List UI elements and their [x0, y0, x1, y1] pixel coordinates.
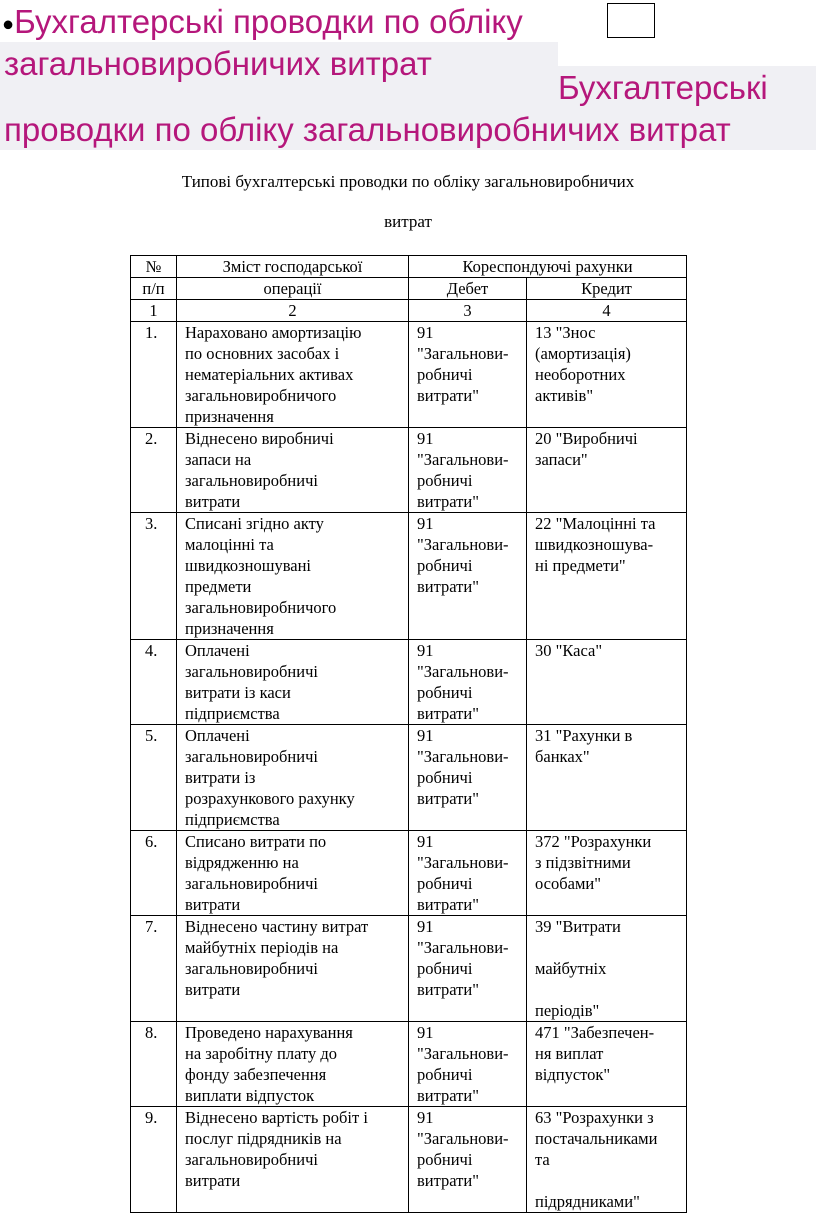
operation-content-line: підприємства	[185, 704, 280, 723]
table-row	[131, 1022, 687, 1107]
header-row-1	[131, 256, 687, 278]
header-content: Зміст господарської	[177, 256, 409, 278]
operation-content-line: малоцінні та	[185, 535, 274, 554]
row-number: 4.	[131, 640, 177, 725]
credit-account-line: (амортизація)	[535, 344, 631, 363]
row-number: 2.	[131, 428, 177, 513]
debit-account-line: 91	[417, 641, 434, 660]
operation-content-line: підприємства	[185, 810, 280, 829]
credit-account	[527, 428, 687, 513]
credit-account-line: майбутніх	[535, 959, 607, 978]
operation-content-line: швидкозношувані	[185, 556, 312, 575]
table-row	[131, 725, 687, 831]
table-row	[131, 428, 687, 513]
debit-account-line: робничі	[417, 471, 473, 490]
debit-account-line: робничі	[417, 365, 473, 384]
operation-content-line: предмети	[185, 577, 252, 596]
debit-account-line: витрати"	[417, 789, 479, 808]
debit-account-line: робничі	[417, 874, 473, 893]
row-number: 7.	[131, 916, 177, 1022]
credit-account	[527, 916, 687, 1022]
debit-account-line: "Загальнови-	[417, 938, 509, 957]
debit-account-line: витрати"	[417, 895, 479, 914]
row-number: 6.	[131, 831, 177, 916]
operation-content	[177, 640, 409, 725]
debit-account-line: робничі	[417, 768, 473, 787]
debit-account-line: "Загальнови-	[417, 535, 509, 554]
credit-account-line: ня виплат	[535, 1044, 604, 1063]
operation-content-line: загальновиробничі	[185, 471, 318, 490]
table-row	[131, 916, 687, 1022]
header-debit: Дебет	[409, 278, 527, 300]
debit-account	[409, 725, 527, 831]
column-number: 3	[409, 300, 527, 322]
postings-table	[130, 255, 687, 1213]
table-row	[131, 513, 687, 640]
credit-account	[527, 1107, 687, 1213]
operation-content	[177, 1022, 409, 1107]
operation-content-line: Списані згідно акту	[185, 514, 324, 533]
row-number: 9.	[131, 1107, 177, 1213]
debit-account-line: витрати"	[417, 386, 479, 405]
credit-account	[527, 1022, 687, 1107]
credit-account-line: 471 "Забезпечен-	[535, 1023, 655, 1042]
debit-account-line: робничі	[417, 1065, 473, 1084]
credit-account-line: відпусток"	[535, 1065, 611, 1084]
credit-account	[527, 322, 687, 428]
credit-account-line: 372 "Розрахунки	[535, 832, 652, 851]
empty-placeholder-box	[607, 3, 655, 38]
credit-account	[527, 640, 687, 725]
debit-account-line: "Загальнови-	[417, 1044, 509, 1063]
operation-content-line: витрати	[185, 492, 241, 511]
operation-content-line: виплати відпусток	[185, 1086, 315, 1105]
row-number: 1.	[131, 322, 177, 428]
table-row	[131, 831, 687, 916]
slide-title-line1: Бухгалтерські проводки по обліку	[14, 3, 523, 40]
operation-content-line: витрати із каси	[185, 683, 291, 702]
debit-account-line: витрати"	[417, 1086, 479, 1105]
debit-account-line: витрати"	[417, 980, 479, 999]
header-no: №	[131, 256, 177, 278]
slide-subtitle-line1: Бухгалтерські	[558, 69, 768, 106]
credit-account-line: 30 "Каса"	[535, 641, 603, 660]
debit-account-line: 91	[417, 514, 434, 533]
table-row	[131, 1107, 687, 1213]
credit-account-line: 13 "Знос	[535, 323, 596, 342]
operation-content-line: відрядженню на	[185, 853, 299, 872]
debit-account-line: "Загальнови-	[417, 662, 509, 681]
operation-content	[177, 831, 409, 916]
credit-account	[527, 513, 687, 640]
debit-account-line: 91	[417, 429, 434, 448]
credit-account-line: 39 "Витрати	[535, 917, 621, 936]
operation-content	[177, 322, 409, 428]
debit-account-line: витрати"	[417, 577, 479, 596]
operation-content-line: Віднесено вартість робіт і	[185, 1108, 368, 1127]
operation-content-line: Віднесено виробничі	[185, 429, 334, 448]
credit-account-line: особами"	[535, 874, 601, 893]
operation-content-line: загальновиробничого	[185, 598, 337, 617]
debit-account-line: робничі	[417, 683, 473, 702]
credit-account	[527, 725, 687, 831]
operation-content-line: загальновиробничі	[185, 662, 318, 681]
credit-account-line: 20 "Виробничі	[535, 429, 638, 448]
credit-account-line: 31 "Рахунки в	[535, 726, 633, 745]
debit-account-line: "Загальнови-	[417, 344, 509, 363]
credit-account-line	[535, 937, 680, 958]
debit-account-line: робничі	[417, 1150, 473, 1169]
slide-title	[2, 2, 523, 44]
operation-content-line: загальновиробничого	[185, 386, 337, 405]
credit-account-line: запаси"	[535, 450, 588, 469]
debit-account	[409, 831, 527, 916]
credit-account-line	[535, 1170, 680, 1191]
operation-content-line: Списано витрати по	[185, 832, 327, 851]
row-number: 8.	[131, 1022, 177, 1107]
column-number: 2	[177, 300, 409, 322]
operation-content-line: Оплачені	[185, 641, 250, 660]
operation-content-line: Проведено нарахування	[185, 1023, 353, 1042]
operation-content-line: витрати із	[185, 768, 256, 787]
row-number: 5.	[131, 725, 177, 831]
operation-content-line: загальновиробничі	[185, 1150, 318, 1169]
credit-account-line: ні предмети"	[535, 556, 626, 575]
operation-content-line: загальновиробничі	[185, 747, 318, 766]
debit-account-line: 91	[417, 832, 434, 851]
debit-account-line: витрати"	[417, 492, 479, 511]
operation-content	[177, 428, 409, 513]
table-caption-line1: Типові бухгалтерські проводки по обліку загальновиробничих	[181, 172, 635, 191]
debit-account	[409, 428, 527, 513]
column-number: 1	[131, 300, 177, 322]
credit-account-line: банках"	[535, 747, 590, 766]
slide-title-line2: загальновиробничих витрат	[4, 45, 432, 82]
credit-account	[527, 831, 687, 916]
debit-account-line: робничі	[417, 556, 473, 575]
row-number: 3.	[131, 513, 177, 640]
debit-account	[409, 322, 527, 428]
debit-account-line: "Загальнови-	[417, 450, 509, 469]
debit-account	[409, 1107, 527, 1213]
credit-account-line: 63 "Розрахунки з	[535, 1108, 654, 1127]
operation-content-line: Віднесено частину витрат	[185, 917, 369, 936]
header-no-2: п/п	[131, 278, 177, 300]
debit-account-line: 91	[417, 1108, 434, 1127]
operation-content-line: витрати	[185, 1171, 241, 1190]
header-content-2: операції	[177, 278, 409, 300]
debit-account-line: витрати"	[417, 704, 479, 723]
debit-account-line: 91	[417, 726, 434, 745]
debit-account-line: "Загальнови-	[417, 1129, 509, 1148]
debit-account-line: 91	[417, 1023, 434, 1042]
operation-content-line: витрати	[185, 895, 241, 914]
operation-content-line: по основних засобах і	[185, 344, 340, 363]
operation-content	[177, 513, 409, 640]
operation-content-line: фонду забезпечення	[185, 1065, 327, 1084]
header-credit: Кредит	[527, 278, 687, 300]
operation-content-line: призначення	[185, 619, 274, 638]
operation-content-line: запаси на	[185, 450, 252, 469]
debit-account-line: витрати"	[417, 1171, 479, 1190]
credit-account-line: 22 "Малоцінні та	[535, 514, 656, 533]
table-caption-line2: витрат	[384, 212, 432, 231]
credit-account-line: підрядниками"	[535, 1192, 640, 1211]
bullet-icon: ●	[2, 13, 15, 36]
debit-account-line: робничі	[417, 959, 473, 978]
credit-account-line: активів"	[535, 386, 594, 405]
column-number-row	[131, 300, 687, 322]
debit-account-line: 91	[417, 323, 434, 342]
operation-content	[177, 725, 409, 831]
credit-account-line: постачальниками	[535, 1129, 658, 1148]
operation-content-line: нематеріальних активах	[185, 365, 354, 384]
operation-content-line: Нараховано амортизацію	[185, 323, 362, 342]
operation-content-line: загальновиробничі	[185, 874, 318, 893]
operation-content-line: розрахункового рахунку	[185, 789, 355, 808]
debit-account-line: "Загальнови-	[417, 747, 509, 766]
operation-content-line: майбутніх періодів на	[185, 938, 339, 957]
debit-account-line: 91	[417, 917, 434, 936]
operation-content-line: послуг підрядників на	[185, 1129, 342, 1148]
operation-content-line: загальновиробничі	[185, 959, 318, 978]
operation-content-line: Оплачені	[185, 726, 250, 745]
credit-account-line	[535, 979, 680, 1000]
header-accounts: Кореспондуючі рахунки	[409, 256, 687, 278]
slide-subtitle-line2: проводки по обліку загальновиробничих витрат	[4, 111, 731, 148]
debit-account	[409, 513, 527, 640]
credit-account-line: з підзвітними	[535, 853, 631, 872]
header-row-2	[131, 278, 687, 300]
operation-content	[177, 1107, 409, 1213]
operation-content-line: витрати	[185, 980, 241, 999]
operation-content-line: призначення	[185, 407, 274, 426]
operation-content	[177, 916, 409, 1022]
credit-account-line: швидкозношува-	[535, 535, 654, 554]
debit-account-line: "Загальнови-	[417, 853, 509, 872]
debit-account	[409, 916, 527, 1022]
table-row	[131, 322, 687, 428]
debit-account	[409, 640, 527, 725]
debit-account	[409, 1022, 527, 1107]
credit-account-line: періодів"	[535, 1001, 600, 1020]
credit-account-line: необоротних	[535, 365, 626, 384]
column-number: 4	[527, 300, 687, 322]
table-row	[131, 640, 687, 725]
operation-content-line: на заробітну плату до	[185, 1044, 337, 1063]
credit-account-line: та	[535, 1150, 550, 1169]
